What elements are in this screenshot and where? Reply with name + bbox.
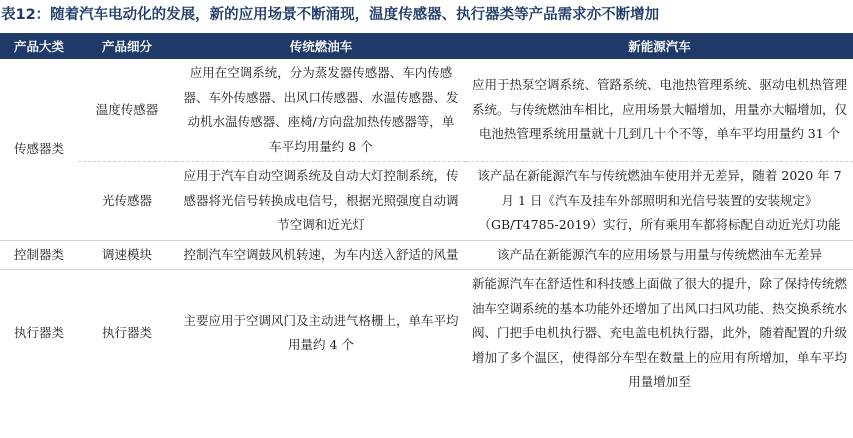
subcategory-cell: 调速模块 <box>78 240 176 270</box>
header-traditional: 传统燃油车 <box>176 33 466 59</box>
header-nev: 新能源汽车 <box>466 33 853 59</box>
subcategory-cell: 光传感器 <box>78 162 176 241</box>
header-category: 产品大类 <box>0 33 78 59</box>
table-row <box>0 270 853 397</box>
traditional-cell: 应用于汽车自动空调系统及自动大灯控制系统，传感器将光信号转换成电信号，根据光照强度自动调节空调和近光灯 <box>176 162 466 241</box>
table-row <box>0 162 853 241</box>
nev-cell: 应用于热泵空调系统、管路系统、电池热管理系统、驱动电机热管理系统。与传统燃油车相比，应用场景大幅增加，用量亦大幅增加，仅电池热管理系统用量就十几到几十个不等，单车平均用量约 31 个 <box>466 59 853 162</box>
table-header-row <box>0 33 853 59</box>
table-row <box>0 59 853 162</box>
traditional-cell: 主要应用于空调风门及主动进气格栅上，单车平均用量约 4 个 <box>183 312 459 353</box>
table-title: 表12：随着汽车电动化的发展，新的应用场景不断涌现，温度传感器、执行器类等产品需求亦不断增加 <box>1 7 660 23</box>
nev-cell: 该产品在新能源汽车的应用场景与用量与传统燃油车无差异 <box>466 240 853 270</box>
category-cell: 执行器类 <box>13 325 64 340</box>
category-cell: 传感器类 <box>0 59 78 240</box>
table-row <box>0 240 853 270</box>
nev-cell: 新能源汽车在舒适性和科技感上面做了很大的提升，除了保持传统燃油车空调系统的基本功能外还增加了出风口扫风功能、热交换系统水阀、门把手电机执行器、充电盖电机执行器，此外，随着配置的升级增加了多个温区，使得部分车型在数量上的应用有所增加，单车平均用量增加至 <box>472 276 848 389</box>
product-table <box>0 33 853 397</box>
nev-cell: 该产品在新能源汽车与传统燃油车使用并无差异，随着 2020 年 7 月 1 日《汽车及挂车外部照明和光信号装置的安装规定》（GB/T4785-2019）实行，所有乘用车都将标配自动近光灯功能 <box>466 162 853 241</box>
subcategory-cell: 执行器类 <box>101 325 152 340</box>
header-subcategory: 产品细分 <box>78 33 176 59</box>
traditional-cell: 控制汽车空调鼓风机转速，为车内送入舒适的风量 <box>176 240 466 270</box>
subcategory-cell: 温度传感器 <box>78 59 176 162</box>
category-cell: 控制器类 <box>0 240 78 270</box>
traditional-cell: 应用在空调系统，分为蒸发器传感器、车内传感器、车外传感器、出风口传感器、水温传感器、发动机水温传感器、座椅/方向盘加热传感器等，单车平均用量约 8 个 <box>176 59 466 162</box>
